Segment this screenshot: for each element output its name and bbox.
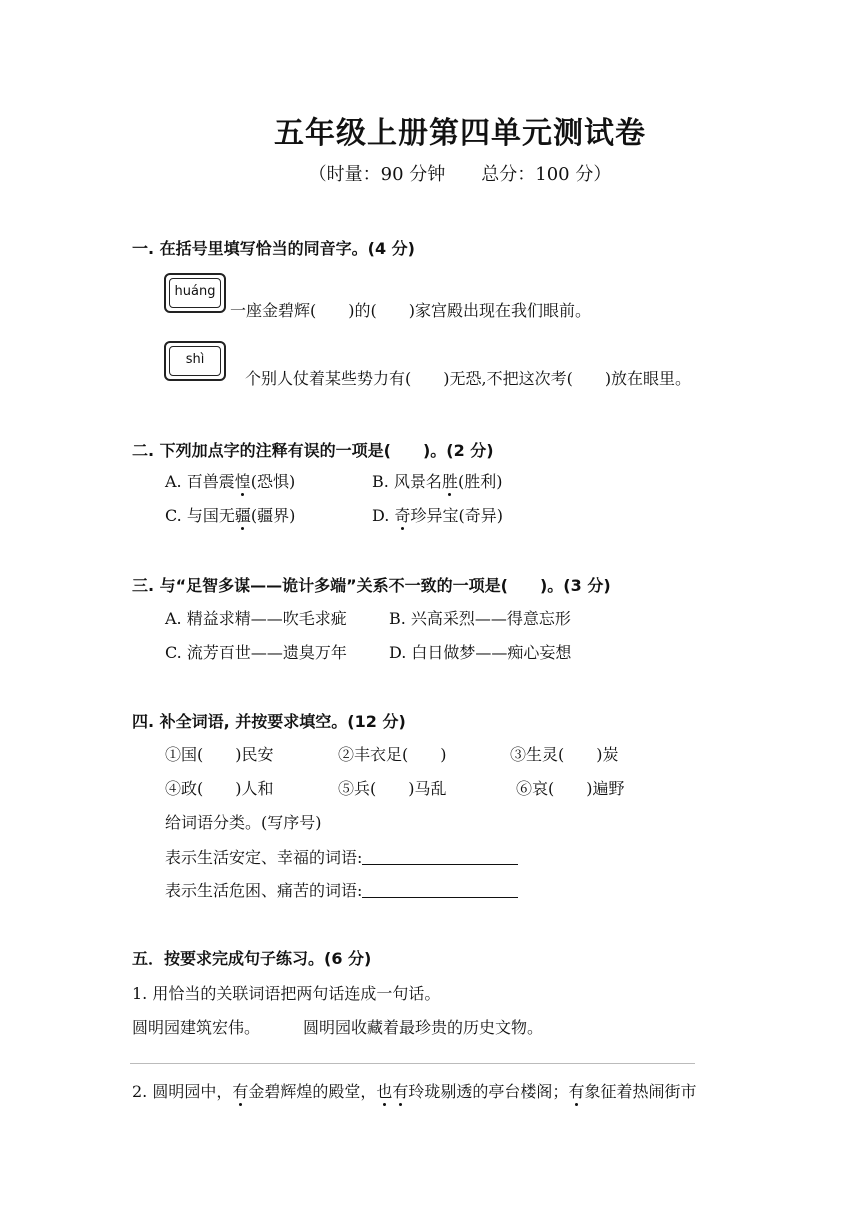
option-2c: C. 与国无疆(疆界) — [165, 506, 296, 525]
option-2b: B. 风景名胜(胜利) — [372, 472, 503, 491]
option-2a: A. 百兽震惶(恐惧) — [165, 472, 296, 491]
question-5-2: 2. 圆明园中，有金碧辉煌的殿堂，也有玲珑剔透的亭台楼阁；有象征着热闹街市 — [132, 1082, 697, 1101]
answer-blank-bad[interactable] — [362, 881, 518, 898]
pinyin-box-shi — [164, 341, 226, 381]
option-3b: B. 兴高采烈——得意忘形 — [389, 609, 571, 628]
idiom-2: ②丰衣足( ) — [338, 745, 447, 764]
question-5-1-sentence-a: 圆明园建筑宏伟。 — [132, 1018, 261, 1037]
dotted-char: 奇 — [394, 506, 411, 525]
answer-line[interactable] — [130, 1063, 695, 1064]
classify-good: 表示生活安定、幸福的词语: — [165, 845, 518, 868]
dotted-char: 惶 — [234, 472, 251, 491]
option-2d: D. 奇珍异宝(奇异) — [372, 506, 503, 525]
answer-blank-good[interactable] — [362, 848, 518, 865]
idiom-4: ④政( )人和 — [165, 779, 274, 798]
option-3a: A. 精益求精——吹毛求疵 — [165, 609, 347, 628]
section-1-line-2: 个别人仗着某些势力有( )无恐,不把这次考( )放在眼里。 — [245, 369, 692, 388]
idiom-3: ③生灵( )炭 — [510, 745, 619, 764]
section-4-heading: 四. 补全词语, 并按要求填空。(12 分) — [132, 712, 406, 731]
page-title: 五年级上册第四单元测试卷 — [274, 116, 646, 151]
dotted-char: 疆 — [234, 506, 251, 525]
section-2-heading: 二. 下列加点字的注释有误的一项是( )。(2 分) — [132, 441, 494, 460]
question-5-1: 1. 用恰当的关联词语把两句话连成一句话。 — [132, 984, 441, 1003]
question-5-1-sentence-b: 圆明园收藏着最珍贵的历史文物。 — [303, 1018, 544, 1037]
dotted-char: 胜 — [441, 472, 458, 491]
section-3-heading: 三. 与“足智多谋——诡计多端”关系不一致的一项是( )。(3 分) — [132, 576, 611, 595]
section-1-heading: 一. 在括号里填写恰当的同音字。(4 分) — [132, 239, 415, 258]
idiom-6: ⑥哀( )遍野 — [516, 779, 625, 798]
pinyin-shi: shì — [185, 352, 205, 367]
section-1-line-1: 一座金碧辉( )的( )家宫殿出现在我们眼前。 — [230, 301, 591, 320]
option-3d: D. 白日做梦——痴心妄想 — [389, 643, 572, 662]
exam-info: （时量：90 分钟 总分：100 分） — [308, 164, 612, 185]
pinyin-huang: huáng — [174, 284, 216, 299]
classify-bad: 表示生活危困、痛苦的词语: — [165, 878, 518, 901]
idiom-1: ①国( )民安 — [165, 745, 274, 764]
option-3c: C. 流芳百世——遗臭万年 — [165, 643, 347, 662]
pinyin-box-huang — [164, 273, 226, 313]
classify-instruction: 给词语分类。(写序号) — [165, 813, 322, 832]
idiom-5: ⑤兵( )马乱 — [338, 779, 447, 798]
section-5-heading: 五．按要求完成句子练习。(6 分) — [132, 949, 372, 968]
